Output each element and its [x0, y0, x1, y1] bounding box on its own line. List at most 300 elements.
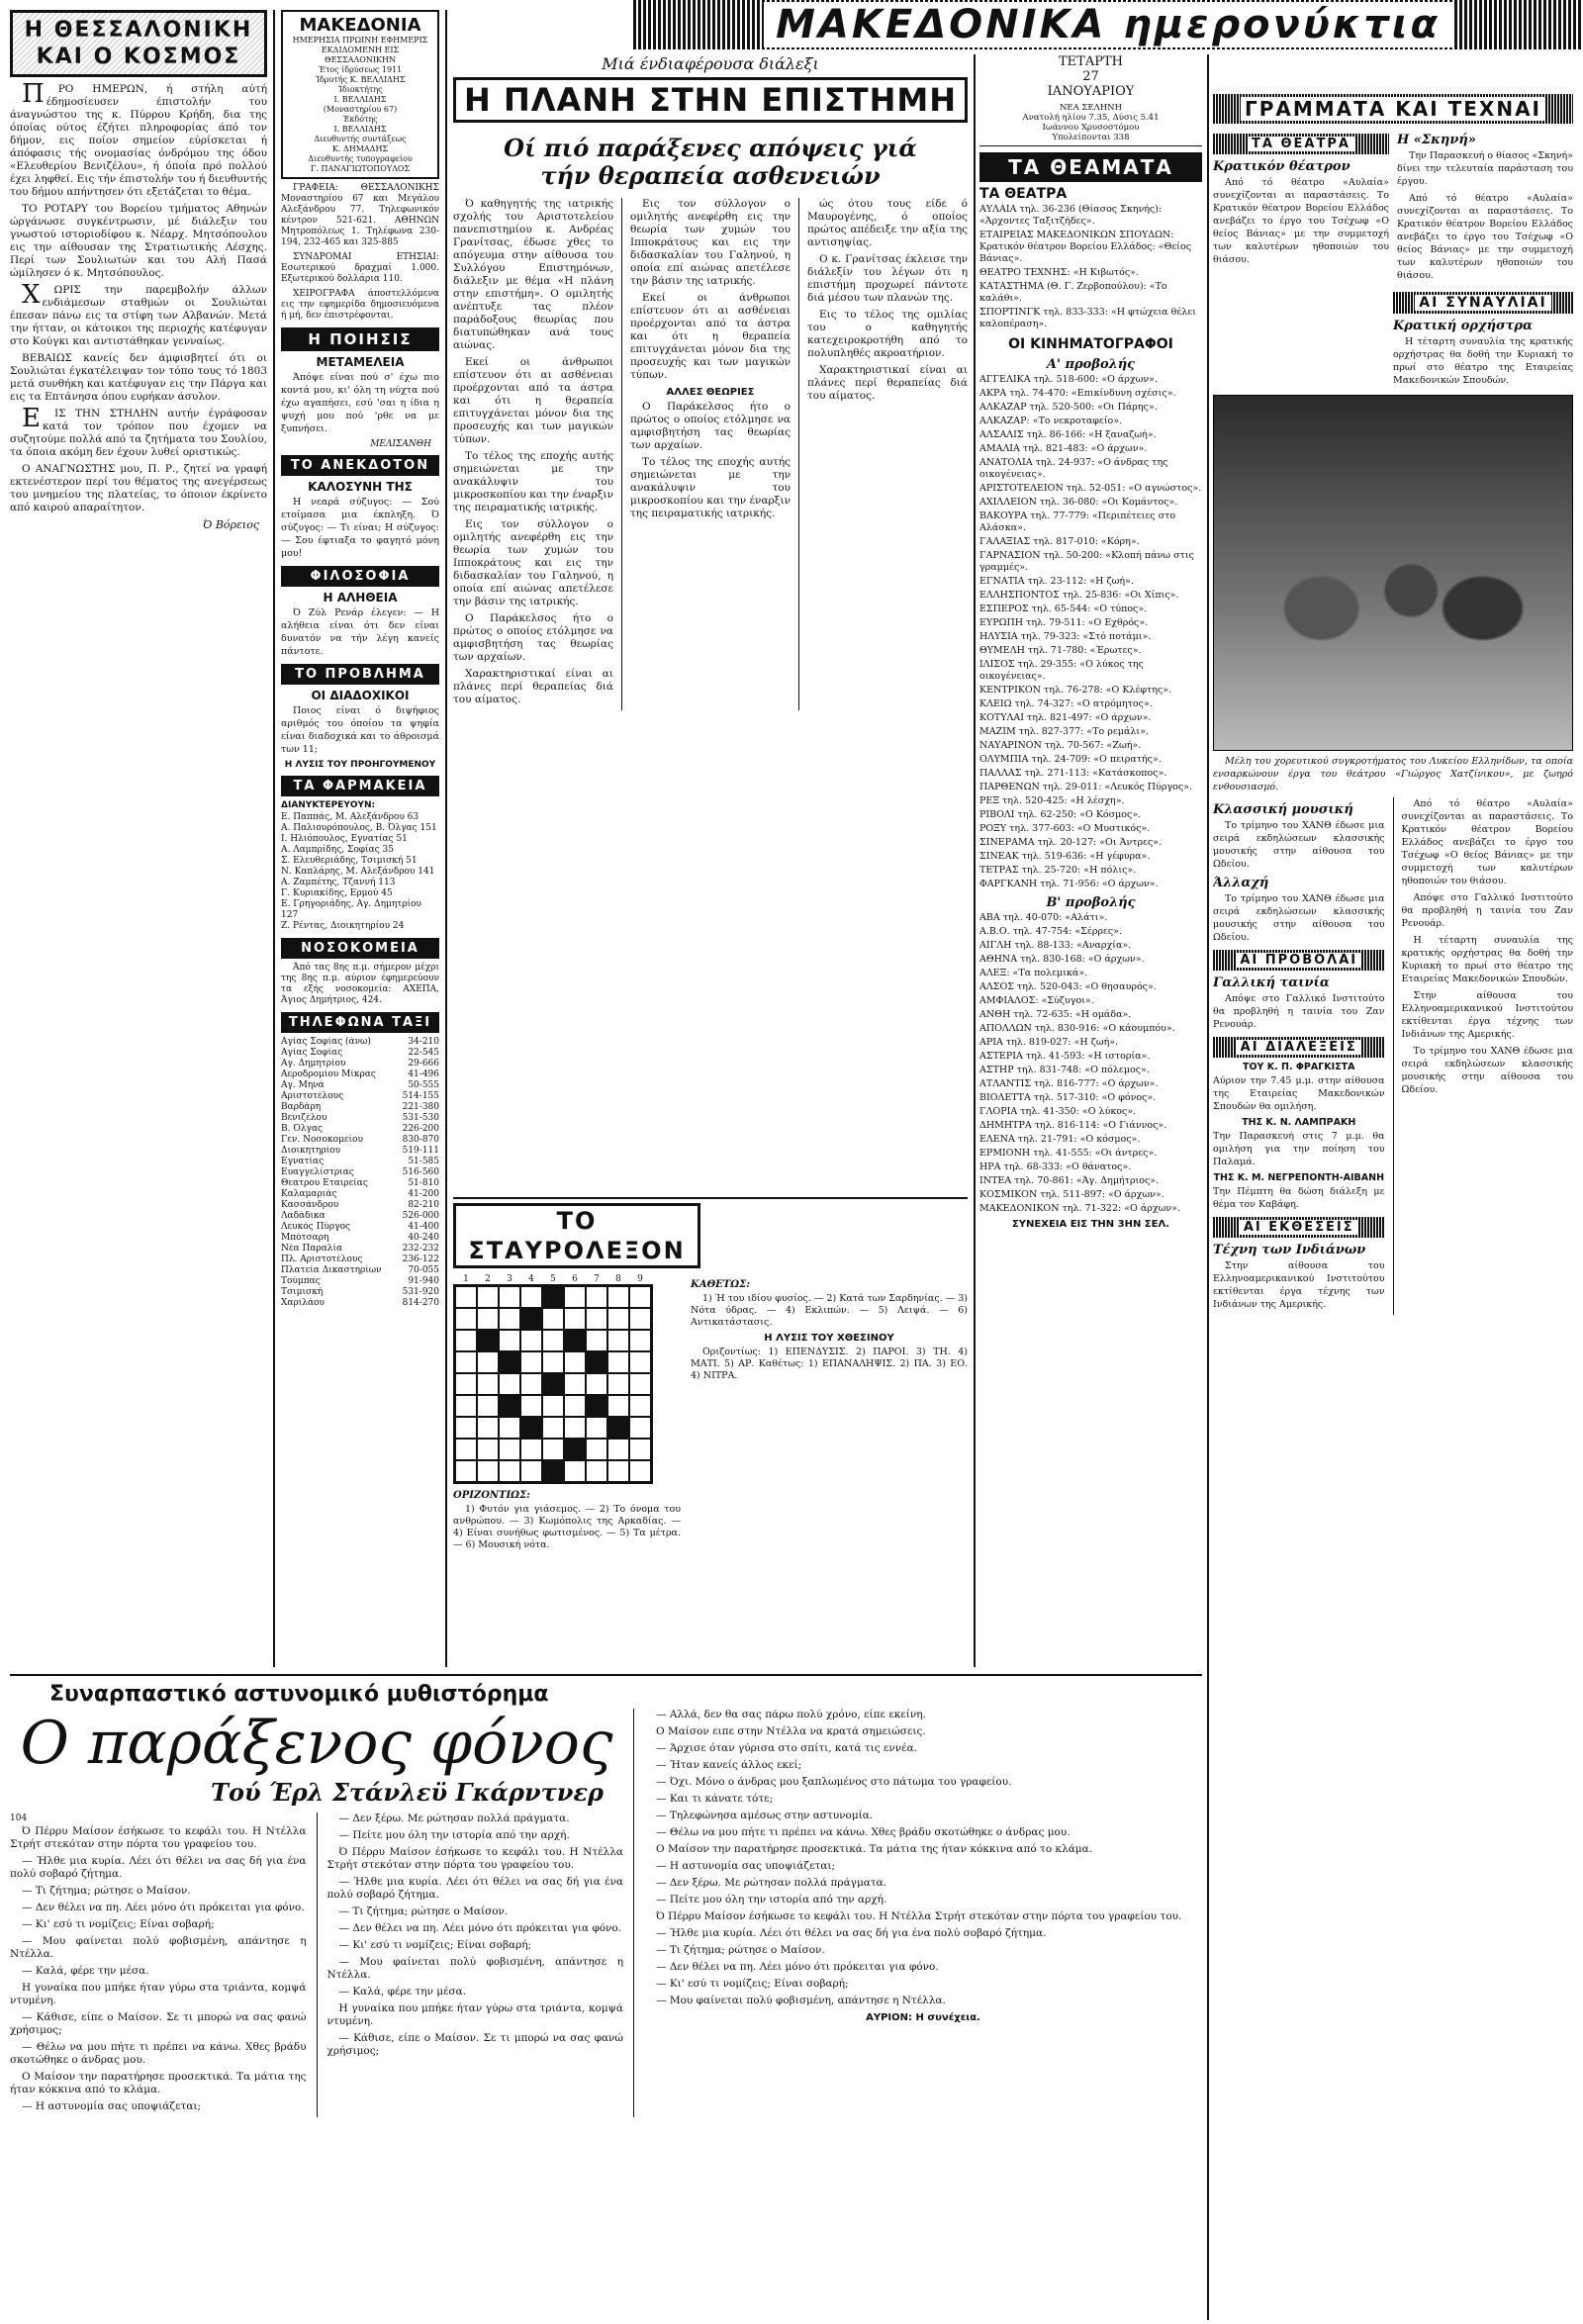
cinema-listing: ΗΛΥΣΙΑ τηλ. 79-323: «Στό ποτάμι».: [979, 631, 1152, 642]
lecture-text: Την Παρασκευή στις 7 μ.μ. θα ομιλήση για την ποίηση του Παλαμά.: [1213, 1131, 1385, 1167]
column-body: [10, 79, 267, 514]
novel-para: — Δεν θέλει να πη. Λέει μόνο ότι πρόκειται για φόνο.: [338, 1922, 622, 1934]
section-pharmacy: ΤΑ ΦΑΡΜΑΚΕΙΑ: [281, 776, 439, 796]
cinema-listing: ΑΝΑΤΟΛΙΑ τηλ. 24-937: «Ο άνδρας της οικογένειας».: [979, 457, 1168, 480]
taxi-row: [281, 1222, 439, 1233]
cinema-listing: ΙΝΤΕΑ τηλ. 70-861: «Άγ. Δημήτριος».: [979, 1175, 1160, 1186]
list-item: Σ. Ελευθεριάδης, Τσιμισκή 51: [281, 856, 418, 866]
crossword-cell[interactable]: [477, 1286, 499, 1308]
taxi-phone: 41-200: [408, 1189, 439, 1199]
list-item: Ε. Γρηγοριάδης, Αγ. Δημητρίου 127: [281, 899, 421, 920]
exhibits-text: Στην αίθουσα του Ελληνοαμερικανικού Ινστιτούτου εκτίθενται έργα τέχνης των Ινδιάνων της Αμερικής.: [1213, 1260, 1385, 1310]
taxi-stand: Αεροδρομίου Μίκρας: [281, 1069, 376, 1079]
crossword-cell[interactable]: [564, 1330, 586, 1351]
arts-theatre-text-more: Από τό θέατρο «Αυλαία» συνεχίζονται αι παραστάσεις. Το Κρατικόν θέατρον Βορείου Ελλάδος ανεβάζει το έργο του Τσέχωφ «Ο θείος Βάνιας» με την συμμετοχή των καλυτέρων ηθοποιών του θιάσου.: [1397, 193, 1573, 281]
novel-para: — Τηλεφώνησα αμέσως στην αστυνομία.: [656, 1810, 874, 1821]
lecture-speaker: ΤΗΣ Κ. Ν. ΛΑΜΠΡΑΚΗ: [1242, 1117, 1356, 1128]
anecdote-text: Η νεαρά σύζυγος: — Σού ετοίμασα μια έκπληξη. Ό σύζυγος: — Τι είναι; Η σύζυγος: — Σου έφτιαξα το φαγητό μόνη μου!: [281, 497, 439, 559]
films-sub: Γαλλική ταινία: [1213, 976, 1330, 990]
problem-text: Ποιος είναι ό διψήφιος αριθμός του όποίου τα ψηφία είναι διαδοχικά και το άθροισμά των 11;: [281, 705, 439, 755]
taxi-stand: Πλ. Αριστοτέλους: [281, 1255, 363, 1264]
crossword-cell[interactable]: [586, 1330, 607, 1351]
novel-para: — Τι ζήτημα; ρώτησε ο Μαίσον.: [656, 1944, 825, 1956]
crossword-cell[interactable]: [607, 1286, 629, 1308]
taxi-phone: 40-240: [408, 1233, 439, 1243]
novel-para: — Μου φαίνεται πολύ φοβισμένη, απάντησε η Ντέλλα.: [326, 1956, 623, 1981]
crossword-cell[interactable]: [499, 1417, 520, 1439]
article-column-a: [453, 198, 613, 710]
novel-para: — Κι' εσύ τι νομίζεις; Είναι σοβαρή;: [338, 1939, 532, 1951]
cinema-listing: ΑΓΓΕΛΙΚΑ τηλ. 518-600: «Ο άρχων».: [979, 374, 1159, 385]
taxi-phone: 814-270: [402, 1298, 439, 1308]
crossword-cell[interactable]: [499, 1308, 520, 1330]
crossword-cell[interactable]: [477, 1417, 499, 1439]
section-poetry: Η ΠΟΙΗΣΙΣ: [281, 327, 439, 351]
masthead-logo: ΜΑΚΕΔΟΝΙΑ: [299, 15, 421, 36]
cinema-listing: ΑΛΣΟΣ τηλ. 520-043: «Ο θησαυρός».: [979, 981, 1157, 992]
crossword-cell[interactable]: [520, 1417, 542, 1439]
section-anecdote: ΤΟ ΑΝΕΚΔΟΤΟΝ: [281, 455, 439, 476]
crossword-cell[interactable]: [586, 1286, 607, 1308]
crossword-cell[interactable]: [542, 1417, 564, 1439]
crossword-cell[interactable]: [564, 1286, 586, 1308]
crossword-cell[interactable]: [477, 1439, 499, 1460]
crossword-cell[interactable]: [455, 1395, 477, 1417]
taxi-row: [281, 1069, 439, 1080]
crossword-cell[interactable]: [607, 1439, 629, 1460]
taxi-phone: 29-666: [408, 1059, 439, 1069]
crossword-cell[interactable]: [586, 1460, 607, 1482]
masthead-line: ΗΜΕΡΗΣΙΑ ΠΡΩΙΝΗ ΕΦΗΜΕΡΙΣ ΕΚΔΙΔΟΜΕΝΗ ΕΙΣ ΘΕΣΣΑΛΟΝΙΚΗΝ: [292, 36, 428, 64]
masthead-line: Ι. ΒΕΛΛΙΔΗΣ: [333, 125, 387, 134]
crossword-cell[interactable]: [499, 1460, 520, 1482]
taxi-stand: Αγ. Δημητρίου: [281, 1059, 346, 1069]
cinema-listing: ΑΤΛΑΝΤΙΣ τηλ. 816-777: «Ο άρχων».: [979, 1078, 1159, 1089]
lectures-head-text: ΑΙ ΔΙΑΛΕΞΕΙΣ: [1237, 1040, 1361, 1055]
cinema-listing: ΔΗΜΗΤΡΑ τηλ. 816-114: «Ο Γιάννος».: [979, 1120, 1167, 1131]
crossword-cell[interactable]: [629, 1330, 651, 1351]
column-thessaloniki: [10, 10, 267, 1667]
almanac-line: Ιωάννου Χρυσοστόμου: [1042, 123, 1140, 133]
hospital-text: Άπό τας 8ης π.μ. σήμερον μέχρι της 8ης π.μ. αύριον έφημερεύουν τα εξής νοσοκομεία: ΑΧΕΠΑ, Άγιος Δημήτριος, 424.: [281, 963, 439, 1005]
article-column-b: [630, 198, 791, 710]
crossword-cell[interactable]: [607, 1330, 629, 1351]
cinema-listing: ΣΙΝΕΑΚ τηλ. 519-636: «Η γέφυρα».: [979, 851, 1151, 862]
novel-para: — Πείτε μου όλη την ιστορία από την αρχή.: [338, 1829, 570, 1841]
manuscripts-notice: ΧΕΙΡΟΓΡΑΦΑ άποστελλόμενα εις την εφημερίδα δημοσιευόμενα ή μή, δεν έπιστρέφονται.: [281, 289, 439, 321]
center-article: [453, 54, 968, 1192]
crossword: [453, 1203, 968, 1668]
crossword-cell[interactable]: [586, 1351, 607, 1373]
taxi-row: [281, 1167, 439, 1178]
crossword-cell[interactable]: [455, 1286, 477, 1308]
crossword-column-number: 3: [507, 1274, 512, 1284]
cinemas-head: ΟΙ ΚΙΝΗΜΑΤΟΓΡΑΦΟΙ: [1008, 336, 1173, 352]
article-para: Εις τον σύλλογον ο ομιλητής ανεφέρθη εις την θεωρία των χυμών του Ιπποκράτους και εις την διδασκαλίαν του Γαληνού, η οποία επί αιώνας απετέλεσε την βάσιν της ιατρικής.: [453, 518, 613, 607]
article-para: Ο κ. Γρανίτσας έκλεισε την διάλεξίν του λέγων ότι η επιστήμη προχωρεί πάντοτε διά μέσου των πλανών της.: [807, 253, 968, 304]
crossword-cell[interactable]: [520, 1351, 542, 1373]
cinema-listing: ΑΛΚΑΖΑΡ τηλ. 520-500: «Οι Πάρης».: [979, 402, 1158, 413]
taxi-row: [281, 1157, 439, 1167]
taxi-phone: 91-940: [408, 1276, 439, 1286]
list-item: Α. Ζαμπέτης, Τζαννή 113: [281, 878, 396, 887]
crossword-cell[interactable]: [520, 1330, 542, 1351]
novel-para: — Θέλω να μου πήτε τι πρέπει να κάνω. Χθες βράδυ σκοτώθηκε ο άνδρας μου.: [656, 1826, 1071, 1838]
column-para: ΧΩΡΙΣ την παρεμβολήν άλλων ενδιάμεσων σταθμών οι Σουλιώται έπεσαν πάνω εις τα στίφη των Αλβανών. Μετά την ήτταν, οι κάτοικοι της περιοχής κατέφυγαν στο Κούγκι και αντιστάθηκαν γενναίως.: [10, 280, 267, 347]
novel-para: — Καλά, φέρε την μέσα.: [22, 1965, 149, 1977]
masthead-line: Έκδότης: [342, 115, 378, 124]
arts-theatre-text2: Την Παρασκευή ο θίασος «Σκηνή» δίνει την τελευταία παράσταση του έργου.: [1397, 150, 1573, 187]
crossword-cell[interactable]: [542, 1330, 564, 1351]
novel-para: — Δεν ξέρω. Με ρώτησαν πολλά πράγματα.: [656, 1877, 887, 1889]
crossword-cell[interactable]: [455, 1460, 477, 1482]
taxi-phone: 221-380: [402, 1102, 439, 1112]
lecture-text: Αύριον την 7.45 μ.μ. στην αίθουσα της Εταιρείας Μακεδονικών Σπουδών θα ομιλήση.: [1213, 1075, 1385, 1112]
column-info: [281, 10, 439, 1667]
novel-tomorrow: ΑΥΡΙΟΝ: Η συνέχεια.: [866, 2012, 980, 2023]
novel-para: Ό Πέρρυ Μαίσον έσήκωσε το κεφάλι του. Η Ντέλλα Στρήτ στεκόταν στην πόρτα του γραφείου του.: [656, 1910, 1182, 1922]
theatre-listing: ΣΠΟΡΤΙΝΓΚ τηλ. 833-333: «Η φτώχεια θέλει καλοπέραση».: [979, 307, 1196, 329]
cinema-listing: ΡΕΞ τηλ. 520-425: «Η λέσχη».: [979, 795, 1125, 806]
taxi-row: [281, 1298, 439, 1309]
novel-para: — Μου φαίνεται πολύ φοβισμένη, απάντησε η Ντέλλα.: [656, 1995, 946, 2006]
taxi-row: [281, 1189, 439, 1200]
office-info: ΓΡΑΦΕΙΑ: ΘΕΣΣΑΛΟΝΙΚΗΣ Μοναστηρίου 67 και Μεγάλου Αλεξάνδρου 77. Τηλεφωνικόν κέντρον 521-621. ΑΘΗΝΩΝ Μητροπόλεως 1. Τηλέφωνα 230-194, 232-465 και 325-885: [281, 183, 439, 247]
article-para: Χαρακτηριστικαί είναι αι πλάνες περί θεραπείας διά του αίματος.: [453, 668, 613, 705]
crossword-cell[interactable]: [455, 1439, 477, 1460]
crossword-cell[interactable]: [564, 1417, 586, 1439]
date-box: [979, 54, 1202, 146]
taxi-stand: Λευκός Πύργος: [281, 1222, 351, 1232]
crossword-cell[interactable]: [607, 1308, 629, 1330]
cinema-listing: ΚΟΣΜΙΚΟΝ τηλ. 511-897: «Ο άρχων».: [979, 1189, 1164, 1200]
taxi-stand: Αριστοτέλους: [281, 1091, 344, 1101]
column-para: ΤΟ ΡΟΤΑΡΥ του Βορείου τμήματος Αθηνών ώργάνωσε συγκέντρωσιν, μέ διάλεξιν του γνωστού ιστοριοδίφου κ. Νέαρχ. Μητσόπουλου εις την αίθουσαν της Στρατιωτικής Λέσχης. Περί των Σουλιωτών και του Αλή Πασά ώμίλησεν ό κ. Μητσόπουλος.: [10, 203, 267, 279]
crossword-cell[interactable]: [542, 1460, 564, 1482]
masthead-line: Γ. ΠΑΝΑΓΙΩΤΟΠΟΥΛΟΣ: [310, 164, 411, 173]
novel-para: — Ήλθε μια κυρία. Λέει ότι θέλει να σας δή για ένα πολύ σοβαρό ζήτημα.: [10, 1855, 307, 1880]
cinema-listing: ΑΙΓΛΗ τηλ. 88-133: «Αναρχία».: [979, 940, 1132, 951]
novel-para: — Ήταν κανείς άλλος εκεί;: [656, 1759, 802, 1771]
taxi-phone: 531-920: [402, 1287, 439, 1297]
novel-para: Ό Πέρρυ Μαίσον έσήκωσε το κεφάλι του. Η Ντέλλα Στρήτ στεκόταν στην πόρτα του γραφείου του.: [326, 1846, 623, 1871]
taxi-row: [281, 1146, 439, 1157]
arts-theatre-sub: Κρατικόν θέατρον: [1213, 159, 1350, 174]
column-headline-text: Η ΘΕΣΣΑΛΟΝΙΚΗ ΚΑΙ Ο ΚΟΣΜΟΣ: [24, 18, 253, 69]
article-para: Εις τον σύλλογον ο ομιλητής ανεφέρθη εις την θεωρία των χυμών του Ιπποκράτους και εις την διδασκαλίαν του Γαληνού, η οποία επί αιώνας απετέλεσε την βάσιν της ιατρικής.: [630, 198, 791, 287]
crossword-cell[interactable]: [455, 1417, 477, 1439]
anecdote-title: ΚΑΛΟΣΥΝΗ ΤΗΣ: [308, 480, 413, 494]
cinema-listing: ΑΣΤΕΡΙΑ τηλ. 41-593: «Η ιστορία».: [979, 1051, 1151, 1062]
crossword-cell[interactable]: [542, 1286, 564, 1308]
taxi-phone: 236-122: [402, 1255, 439, 1264]
cinema-listing: ΑΧΙΛΛΕΙΟΝ τηλ. 36-080: «Οι Κομάντος».: [979, 497, 1178, 508]
article-para: Το τέλος της εποχής αυτής σημειώνεται με την ανακάλυψιν του μικροσκοπίου και την έναρξιν της πειραματικής ιατρικής.: [453, 450, 613, 513]
taxi-phone: 50-555: [408, 1080, 439, 1090]
column-para: ΒΕΒΑΙΩΣ κανείς δεν άμφισβητεί ότι οι Σουλιώται έγκατέλειψαν τον τόπο τους τό 1803 μετά συνθήκη και κατέφυγαν εις την Πάργα και εις τα Επτάνησα όπου ευρήκαν άσυλον.: [10, 352, 267, 403]
taxi-phone: 516-560: [402, 1167, 439, 1177]
cinema-listing: ΑΛΕΞ: «Τα πολεμικά».: [979, 968, 1088, 978]
crossword-cell[interactable]: [455, 1308, 477, 1330]
section-hospitals: ΝΟΣΟΚΟΜΕΙΑ: [281, 938, 439, 959]
taxi-stand: Τούμπας: [281, 1276, 321, 1286]
arts-theatre-head-text: ΤΑ ΘΕΑΤΡΑ: [1248, 137, 1354, 151]
article-title: [453, 77, 968, 123]
taxi-stand: Αγ. Μηνά: [281, 1080, 325, 1090]
cinema-listing: ΜΑΚΕΔΟΝΙΚΟΝ τηλ. 71-322: «Ο άρχων».: [979, 1203, 1180, 1214]
crossword-cell[interactable]: [499, 1330, 520, 1351]
novel-author: Τού Έρλ Στάνλεϋ Γκάρντνερ: [211, 1778, 604, 1807]
concerts-head: [1393, 292, 1573, 314]
masthead-line: Κ. ΔΗΜΑΔΗΣ: [331, 144, 389, 153]
crossword-numbers: [455, 1274, 681, 1284]
almanac-line: ΝΕΑ ΣΕΛΗΝΗ: [1059, 103, 1123, 113]
crossword-cell[interactable]: [607, 1395, 629, 1417]
crossword-cell[interactable]: [520, 1460, 542, 1482]
novel-para: — Πείτε μου όλη την ιστορία από την αρχή.: [656, 1894, 887, 1906]
crossword-cell[interactable]: [564, 1460, 586, 1482]
taxi-phone: 34-210: [408, 1037, 439, 1047]
crossword-title: [453, 1203, 700, 1268]
crossword-cell[interactable]: [629, 1308, 651, 1330]
novel-para: — Αλλά, δεν θα σας πάρω πολύ χρόνο, είπε εκείνη.: [656, 1709, 926, 1720]
cinema-listing: Α.Β.Ο. τηλ. 47-754: «Σέρρες».: [979, 926, 1123, 937]
taxi-phone: 82-210: [408, 1200, 439, 1210]
crossword-cell[interactable]: [520, 1395, 542, 1417]
cinema-listing: ΓΛΟΡΙΑ τηλ. 41-350: «Ο λύκος».: [979, 1106, 1137, 1117]
cinema-listing: ΡΟΞΥ τηλ. 377-603: «Ο Μυστικός».: [979, 823, 1151, 834]
problem-answer-head: Η ΛΥΣΙΣ ΤΟΥ ΠΡΟΗΓΟΥΜΕΝΟΥ: [284, 760, 436, 770]
novel-para: — Ήλθε μια κυρία. Λέει ότι θέλει να σας δή για ένα πολύ σοβαρό ζήτημα.: [326, 1876, 623, 1901]
taxi-row: [281, 1233, 439, 1244]
crossword-cell[interactable]: [586, 1308, 607, 1330]
crossword-cell[interactable]: [499, 1373, 520, 1395]
taxi-phone: 51-810: [408, 1178, 439, 1188]
crossword-cell[interactable]: [586, 1417, 607, 1439]
crossword-cell[interactable]: [629, 1439, 651, 1460]
column-headline: [10, 10, 267, 77]
crossword-cell[interactable]: [477, 1395, 499, 1417]
crossword-cell[interactable]: [542, 1308, 564, 1330]
music-text-more: Το τρίμηνο του ΧΑΝΘ έδωσε μια σειρά εκδηλώσεων κλασσικής μουσικής στην αίθουσα του Ωδείου.: [1213, 893, 1385, 943]
crossword-cell[interactable]: [499, 1395, 520, 1417]
crossword-cell[interactable]: [607, 1460, 629, 1482]
crossword-column-number: 2: [485, 1274, 491, 1284]
music-text: Το τρίμηνο του ΧΑΝΘ έδωσε μια σειρά εκδηλώσεων κλασσικής μουσικής στην αίθουσα του Ωδείου.: [1213, 820, 1385, 870]
article-column-c: [807, 198, 968, 710]
article-para: ώς ότου τους είδε ό Μαυρογένης, ό οποίος πρώτος απέδειξε την αξία της αντισηψίας.: [807, 198, 968, 248]
crossword-cell[interactable]: [477, 1351, 499, 1373]
crossword-cell[interactable]: [629, 1286, 651, 1308]
cinema-listing: ΑΠΟΛΛΩΝ τηλ. 830-916: «Ο κάουμπόυ».: [979, 1023, 1175, 1034]
novel-kicker: Συναρπαστικό αστυνομικό μυθιστόρημα: [49, 1682, 549, 1707]
exhibits-sub: Τέχνη των Ινδιάνων: [1213, 1243, 1366, 1257]
theatre-listing: ΘΕΑΤΡΟ ΤΕΧΝΗΣ: «Η Κιβωτός».: [979, 267, 1139, 278]
poem-author: ΜΕΛΙΣΑΝΘΗ: [370, 439, 431, 449]
taxi-stand: Νέα Παραλία: [281, 1244, 343, 1254]
crossword-cell[interactable]: [564, 1373, 586, 1395]
section-arts-text: ΓΡΑΜΜΑΤΑ ΚΑΙ ΤΕΧΝΑΙ: [1241, 97, 1545, 121]
crossword-cell[interactable]: [499, 1351, 520, 1373]
other-sub: Άλλαχή: [1213, 876, 1269, 890]
crossword-cell[interactable]: [586, 1395, 607, 1417]
taxi-row: [281, 1211, 439, 1222]
crossword-cell[interactable]: [629, 1395, 651, 1417]
crossword-cell[interactable]: [564, 1308, 586, 1330]
masthead-box: [281, 10, 439, 179]
list-item: Ε. Παππάς, Μ. Αλεξάνδρου 63: [281, 812, 419, 822]
music-sub: Κλασσική μουσική: [1213, 802, 1353, 817]
crossword-horizontal-head: ΟΡΙΖΟΝΤΙΩΣ:: [453, 1490, 530, 1501]
novel-serial: [10, 1682, 1202, 2315]
crossword-cell[interactable]: [564, 1439, 586, 1460]
crossword-cell[interactable]: [629, 1460, 651, 1482]
cinema-listing: ΑΛΚΑΖΑΡ: «Το νεκροταφείο».: [979, 416, 1123, 426]
taxi-stand: Διοικητηρίου: [281, 1146, 341, 1156]
problem-title: ΟΙ ΔΙΑΔΟΧΙΚΟΙ: [311, 689, 410, 702]
cinema-listing: ΑΜΑΛΙΑ τηλ. 821-483: «Ο άρχων».: [979, 443, 1148, 454]
crossword-cell[interactable]: [586, 1439, 607, 1460]
crossword-cell[interactable]: [477, 1460, 499, 1482]
arts-continued: Η τέταρτη συναυλία της κρατικής ορχήστρας θα δοθή την Κυριακή το πρωί στο θέατρο της Εταιρείας Μακεδονικών Σπουδών.: [1401, 935, 1573, 984]
taxi-row: [281, 1135, 439, 1146]
crossword-cell[interactable]: [629, 1373, 651, 1395]
cinema-listing: ΤΕΤΡΑΣ τηλ. 25-720: «Η πόλις».: [979, 865, 1137, 876]
arts-theatre-head: [1213, 134, 1389, 154]
taxi-phone: 830-870: [402, 1135, 439, 1145]
cinema-listing: ΠΑΛΛΑΣ τηλ. 271-113: «Κατάσκοπος».: [979, 768, 1167, 779]
novel-column-b: [327, 1813, 624, 2117]
article-para: Ό καθηγητής της ιατρικής σχολής του Αριστοτελείου πανεπιστημίου κ. Ανδρέας Γρανίτσας, έδωσε χθες το απόγευμα στην αίθουσα του Συλλόγου Επιστημόνων, διάλεξιν με θέμα «Η πλάνη στην επιστήμη». Ο ομιλητής ανέπτυξε τας πλέον παράδοξους θεωρίας που διατυπώθηκαν ανά τους αιώνας.: [453, 198, 613, 351]
date-day: 27: [1082, 69, 1099, 84]
crossword-column-number: 9: [637, 1274, 643, 1284]
crossword-cell[interactable]: [564, 1395, 586, 1417]
crossword-cell[interactable]: [477, 1373, 499, 1395]
crossword-cell[interactable]: [542, 1395, 564, 1417]
crossword-cell[interactable]: [520, 1439, 542, 1460]
crossword-cell[interactable]: [455, 1330, 477, 1351]
concerts-text: Η τέταρτη συναυλία της κρατικής ορχήστρας θα δοθή την Κυριακή το πρωί στο θέατρο της Εταιρείας Μακεδονικών Σπουδών.: [1393, 336, 1573, 386]
taxi-phone: 519-111: [402, 1146, 439, 1156]
article-para: Εκεί οι άνθρωποι επίστευον ότι αι ασθένειαι προέρχονται από τα άστρα και ότι η θεραπεία επιτυγχάνεται μόνον δια της προσευχής και των μαγικών τύπων.: [453, 356, 613, 445]
concerts-sub: Κρατική ορχήστρα: [1393, 319, 1534, 333]
crossword-cell[interactable]: [542, 1373, 564, 1395]
cinema-listing: ΝΑΥΑΡΙΝΟΝ τηλ. 70-567: «Ζωή».: [979, 740, 1142, 751]
crossword-cell[interactable]: [499, 1286, 520, 1308]
section-philosophy: ΦΙΛΟΣΟΦΙΑ: [281, 566, 439, 587]
article-para: Εκεί οι άνθρωποι επίστευον ότι αι ασθένειαι προέρχονται από τα άστρα και ότι η θεραπεία επιτυγχάνεται μόνον δια της προσευχής και των μαγικών τύπων.: [630, 292, 791, 381]
crossword-cell[interactable]: [520, 1308, 542, 1330]
taxi-phone: 514-155: [402, 1091, 439, 1101]
crossword-cell[interactable]: [607, 1417, 629, 1439]
taxi-row: [281, 1244, 439, 1255]
pharmacy-list: [281, 812, 439, 932]
crossword-cell[interactable]: [586, 1373, 607, 1395]
masthead-line: Έτος ίδρύσεως 1911: [318, 65, 403, 74]
poem-text: Άπόψε είναι πού σ' έχω πιο κοντά μου, κι' όλη τη νύχτα πού έχω αγαπήσει, εσύ 'σαι η ίδια η ψυχή μου πού 'ρθε να με ξυπνήσει.: [281, 372, 439, 434]
paper-banner: [633, 0, 1583, 49]
taxi-stand: Μπότσαρη: [281, 1233, 329, 1243]
novel-para: — Κάθισε, είπε ο Μαίσον. Σε τι μπορώ να σας φανώ χρήσιμος;: [326, 2032, 623, 2057]
cinema-listing: ΑΒΑ τηλ. 40-070: «Αλάτι».: [979, 912, 1108, 923]
novel-title: Ο παράξενος φόνος: [20, 1709, 613, 1778]
subscription-info: ΣΥΝΔΡΟΜΑΙ ΕΤΗΣΙΑΙ: Εσωτερικού δραχμαί 1.000. Εξωτερικού δολλάρια 110.: [281, 252, 439, 284]
exhibits-head-text: ΑΙ ΕΚΘΕΣΕΙΣ: [1240, 1220, 1358, 1235]
novel-column-a: [10, 1813, 307, 2117]
novel-para: Ο Μαίσον την παρατήρησε προσεκτικά. Τα μάτια της ήταν κόκκινα από το κλάμα.: [10, 2071, 307, 2095]
crossword-cell[interactable]: [455, 1351, 477, 1373]
poem-title: ΜΕΤΑΜΕΛΕΙΑ: [316, 355, 405, 369]
cinema-listing: ΒΙΟΛΕΤΤΑ τηλ. 517-310: «Ο φόνος».: [979, 1092, 1157, 1103]
taxi-row: [281, 1255, 439, 1265]
masthead-line: (Μοναστηρίου 67): [323, 105, 398, 114]
taxi-row: [281, 1287, 439, 1298]
crossword-cell[interactable]: [542, 1439, 564, 1460]
crossword-cell[interactable]: [477, 1330, 499, 1351]
novel-para: — Τι ζήτημα; ρώτησε ο Μαίσον.: [22, 1885, 191, 1897]
cinema-listing: ΕΣΠΕΡΟΣ τηλ. 65-544: «Ο τύπος».: [979, 604, 1148, 614]
list-item: Ζ. Ρέντας, Διοικητηρίου 24: [281, 921, 405, 931]
concerts-head-text: ΑΙ ΣΥΝΑΥΛΙΑΙ: [1415, 295, 1550, 311]
taxi-stand: Βαρδάρη: [281, 1102, 322, 1112]
column-para: Ο ΑΝΑΓΝΩΣΤΗΣ μου, Π. Ρ., ζητεί να γραφή εκτενέστερον περί του θέματος της ανεγέρσεως του μνημείου της πλατείας, το όποιον έκρίνετο από καιρού απαραίτητον.: [10, 463, 267, 513]
taxi-row: [281, 1048, 439, 1059]
date-weekday: ΤΕΤΑΡΤΗ: [1059, 54, 1123, 69]
list-item: Ι. Ηλιόπουλος, Εγνατίας 51: [281, 834, 408, 844]
novel-para: — Η αστυνομία σας υποψιάζεται;: [22, 2100, 202, 2112]
crossword-cell[interactable]: [607, 1373, 629, 1395]
crossword-cell[interactable]: [564, 1351, 586, 1373]
article-kicker: Μιά ένδιαφέρουσα διάλεξι: [602, 54, 819, 73]
crossword-cell[interactable]: [629, 1417, 651, 1439]
lecture-speaker: ΤΗΣ Κ. Μ. ΝΕΓΡΕΠΟΝΤΗ-ΑΙΒΑΝΗ: [1213, 1172, 1385, 1183]
crossword-grid: [453, 1284, 653, 1484]
novel-para: — Δεν ξέρω. Με ρώτησαν πολλά πράγματα.: [338, 1813, 570, 1824]
cinema-listing: ΑΡΙΑ τηλ. 819-027: «Η ζωή».: [979, 1037, 1119, 1048]
crossword-cell[interactable]: [542, 1351, 564, 1373]
crossword-cell[interactable]: [607, 1351, 629, 1373]
films-head: [1213, 950, 1385, 971]
cinema-listing: ΜΑΖΙΜ τηλ. 827-377: «Το ρεμάλι».: [979, 726, 1149, 737]
masthead-line: Ίδρυτής Κ. ΒΕΛΛΙΔΗΣ: [315, 75, 406, 84]
list-item: Α. Παλιουρόπουλος, Β. Όλγας 151: [281, 823, 437, 833]
taxi-phone: 41-400: [408, 1222, 439, 1232]
novel-para: — Και τι κάνατε τότε;: [656, 1793, 774, 1805]
novel-para: — Κι' εσύ τι νομίζεις; Είναι σοβαρή;: [656, 1978, 849, 1990]
exhibits-head: [1213, 1217, 1385, 1238]
article-para: Εις το τέλος της ομιλίας του ο καθηγητής κατεχειροκροτήθη από το πολυπληθές ακροατήριον.: [807, 309, 968, 359]
philosophy-text: Ό Ζύλ Ρενάρ έλεγεν: — Η αλήθεια είναι ότι δεν είναι δυνατόν να τήν λέγη κανείς πάντοτε.: [281, 607, 439, 657]
crossword-cell[interactable]: [455, 1373, 477, 1395]
cinema-listing: ΚΕΝΤΡΙΚΟΝ τηλ. 76-278: «Ο Κλέφτης».: [979, 685, 1172, 696]
article-para: Χαρακτηριστικαί είναι αι πλάνες περί θεραπείας διά του αίματος.: [807, 364, 968, 402]
crossword-cell[interactable]: [520, 1373, 542, 1395]
crossword-solution: Οριζοντίως: 1) ΕΠΕΝΔΥΣΙΣ. 2) ΠΑΡΟΙ. 3) ΤΗ. 4) ΜΑΤΙ. 5) ΑΡ. Καθέτως: 1) ΕΠΑΝΑΛΗΨΙΣ. 2) ΠΑ. 3) ΕΟ. 4) ΝΙΤΡΑ.: [691, 1347, 968, 1381]
column-para: ΕΙΣ ΤΗΝ ΣΤΗΛΗΝ αυτήν έγράφοσαν κατά τον τρόπον που έχομεν να συζητούμε πολλά από τα ζητήματα του Σουλίου, τα όποια ακόμη δεν έχουν λυθεί οριστικώς.: [10, 404, 267, 458]
novel-para: — Θέλω να μου πήτε τι πρέπει να κάνω. Χθες βράδυ σκοτώθηκε ο άνδρας μου.: [10, 2041, 307, 2066]
crossword-cell[interactable]: [520, 1286, 542, 1308]
list-item: Γ. Κυριακίδης, Ερμού 45: [281, 888, 393, 898]
taxi-row: [281, 1059, 439, 1069]
column-arts: [1213, 54, 1573, 2320]
crossword-cell[interactable]: [477, 1308, 499, 1330]
novel-para: Η γυναίκα που μπήκε ήταν γύρω στα τριάντα, κομψά ντυμένη.: [326, 2002, 623, 2027]
taxi-row: [281, 1178, 439, 1189]
novel-episode: 104: [10, 1813, 28, 1823]
crossword-cell[interactable]: [499, 1439, 520, 1460]
novel-para: Ό Πέρρυ Μαίσον έσήκωσε το κεφάλι του. Η Ντέλλα Στρήτ στεκόταν στην πόρτα του γραφείου του.: [10, 1825, 307, 1850]
crossword-cell[interactable]: [629, 1351, 651, 1373]
